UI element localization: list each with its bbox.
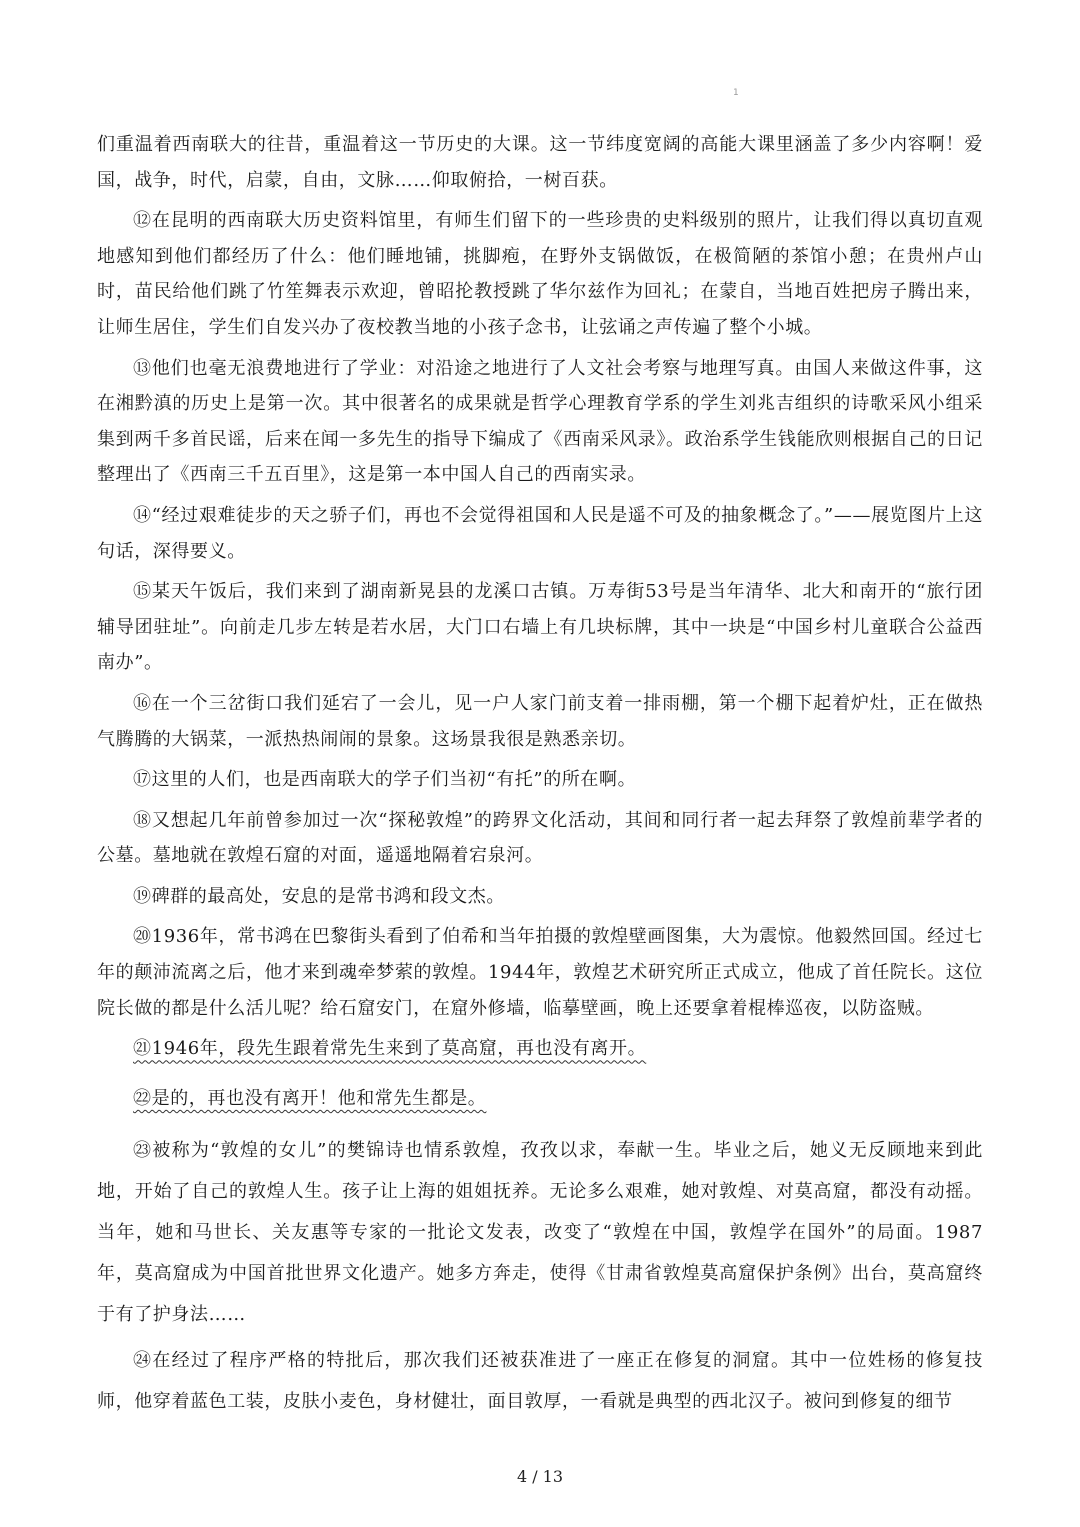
document-body [97, 127, 983, 1422]
paragraph-12: ⑫在昆明的西南联大历史资料馆里，有师生们留下的一些珍贵的史料级别的照片，让我们得以真切直观地感知到他们都经历了什么：他们睡地铺，挑脚疱，在野外支锅做饭，在极简陋的茶馆小憩；在贵州卢山时，苗民给他们跳了竹笙舞表示欢迎，曾昭抡教授跳了华尔兹作为回礼；在蒙自，当地百姓把房子腾出来，让师生居住，学生们自发兴办了夜校教当地的小孩子念书，让弦诵之声传遍了整个小城。 [97, 210, 983, 338]
paragraph-20: ⑳1936年，常书鸿在巴黎街头看到了伯希和当年拍摄的敦煌壁画图集，大为震惊。他毅然回国。经过七年的颠沛流离之后，他才来到魂牵梦萦的敦煌。1944年，敦煌艺术研究所正式成立，他成了首任院长。这位院长做的都是什么活儿呢？给石窟安门，在窟外修墙，临摹壁画，晚上还要拿着棍棒巡夜，以防盗贼。 [97, 926, 983, 1019]
paragraph-22-underlined: ㉒是的，再也没有离开！他和常先生都是。 [133, 1087, 487, 1109]
paragraph-17: ⑰这里的人们，也是西南联大的学子们当初“有托”的所在啊。 [133, 769, 637, 791]
paragraph-19: ⑲碑群的最高处，安息的是常书鸿和段文杰。 [133, 885, 505, 907]
header-mark: 1 [733, 88, 739, 98]
paragraph-21 [97, 1031, 983, 1067]
paragraph-16: ⑯在一个三岔街口我们延宕了一会儿，见一户人家门前支着一排雨棚，第一个棚下起着炉灶，正在做热气腾腾的大锅菜，一派热热闹闹的景象。这场景我很是熟悉亲切。 [97, 692, 983, 750]
paragraph-18: ⑱又想起几年前曾参加过一次“探秘敦煌”的跨界文化活动，其间和同行者一起去拜祭了敦煌前辈学者的公墓。墓地就在敦煌石窟的对面，遥遥地隔着宕泉河。 [97, 809, 983, 867]
paragraph-22 [97, 1081, 983, 1117]
paragraph-11-end: 们重温着西南联大的往昔，重温着这一节历史的大课。这一节纬度宽阔的高能大课里涵盖了多少内容啊！爱国，战争，时代，启蒙，自由，文脉……仰取俯拾，一树百获。 [97, 134, 983, 191]
paragraph-23: ㉓被称为“敦煌的女儿”的樊锦诗也情系敦煌，孜孜以求，奉献一生。毕业之后，她义无反顾地来到此地，开始了自己的敦煌人生。孩子让上海的姐姐抚养。无论多么艰难，她对敦煌、对莫高窟，都没有动摇。当年，她和马世长、关友惠等专家的一批论文发表，改变了“敦煌在中国，敦煌学在国外”的局面。1987年，莫高窟成为中国首批世界文化遗产。她多方奔走，使得《甘肃省敦煌莫高窟保护条例》出台，莫高窟终于有了护身法…… [97, 1140, 983, 1326]
paragraph-14: ⑭“经过艰难徒步的天之骄子们，再也不会觉得祖国和人民是遥不可及的抽象概念了。”——展览图片上这句话，深得要义。 [97, 504, 983, 562]
paragraph-21-underlined: ㉑1946年，段先生跟着常先生来到了莫高窟，再也没有离开。 [133, 1038, 647, 1060]
page-number: 4 / 13 [516, 1467, 564, 1486]
paragraph-15: ⑮某天午饭后，我们来到了湖南新晃县的龙溪口古镇。万寿街53号是当年清华、北大和南开的“旅行团辅导团驻址”。向前走几步左转是若水居，大门口右墙上有几块标牌，其中一块是“中国乡村儿童联合公益西南办”。 [97, 581, 983, 674]
paragraph-24: ㉔在经过了程序严格的特批后，那次我们还被获准进了一座正在修复的洞窟。其中一位姓杨的修复技师，他穿着蓝色工装，皮肤小麦色，身材健壮，面目敦厚，一看就是典型的西北汉子。被问到修复的细节 [97, 1350, 983, 1413]
paragraph-13: ⑬他们也毫无浪费地进行了学业：对沿途之地进行了人文社会考察与地理写真。由国人来做这件事，这在湘黔滇的历史上是第一次。其中很著名的成果就是哲学心理教育学系的学生刘兆吉组织的诗歌采风小组采集到两千多首民谣，后来在闻一多先生的指导下编成了《西南采风录》。政治系学生钱能欣则根据自己的日记整理出了《西南三千五百里》，这是第一本中国人自己的西南实录。 [97, 357, 983, 486]
